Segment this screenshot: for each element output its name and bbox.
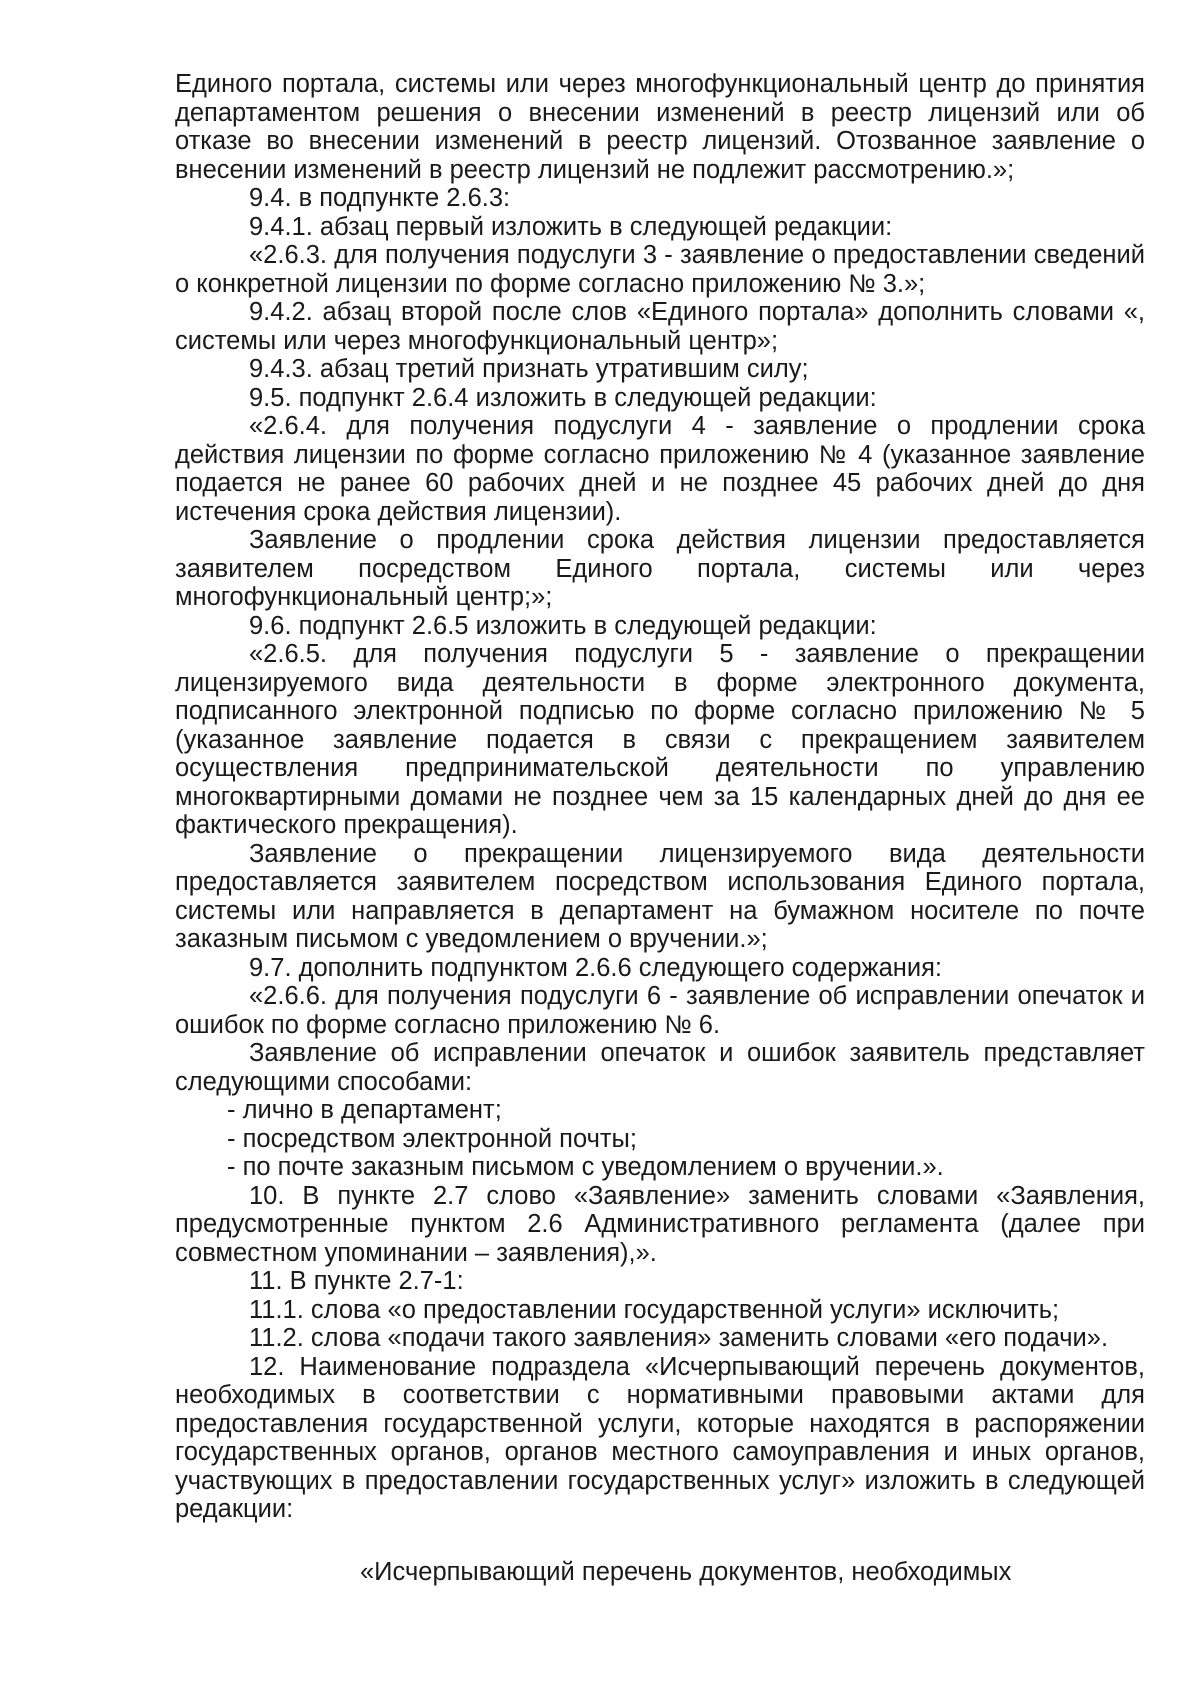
paragraph-9-4-2: 9.4.2. абзац второй после слов «Единого портала» дополнить словами «, системы или через многофункциональный центр»;: [175, 298, 1145, 355]
paragraph-2-6-3-quote: «2.6.3. для получения подуслуги 3 - заявление о предоставлении сведений о конкретной лицензии по форме согласно приложению № 3.»;: [175, 241, 1145, 298]
list-item-mail: - по почте заказным письмом с уведомлением о вручении.».: [227, 1153, 944, 1181]
paragraph-continuation: Единого портала, системы или через многофункциональный центр до принятия департаментом решения о внесении изменений в реестр лицензий или об отказе во внесении изменений в реестр лицензий. Отозванное заявление о внесении изменений в реестр лицензий не подлежит рассмотрению.»;: [175, 70, 1145, 184]
paragraph-11-1: 11.1. слова «о предоставлении государственной услуги» исключить;: [249, 1295, 1060, 1324]
list-item-in-person: - лично в департамент;: [227, 1096, 502, 1124]
paragraph-correction-statement: Заявление об исправлении опечаток и ошибок заявитель представляет следующими способами:: [175, 1039, 1145, 1096]
paragraph-12: 12. Наименование подраздела «Исчерпывающий перечень документов, необходимых в соответствии с нормативными правовыми актами для предоставления государственной услуги, которые находятся в распоряжении государственных органов, органов местного самоуправления и иных органов, участвующих в предоставлении государственных услуг» изложить в следующей редакции:: [175, 1352, 1145, 1523]
paragraph-9-4-3: 9.4.3. абзац третий признать утратившим силу;: [249, 355, 809, 383]
document-page: [175, 70, 1145, 1586]
paragraph-11: 11. В пункте 2.7-1:: [249, 1267, 464, 1295]
paragraph-9-5: 9.5. подпункт 2.6.4 изложить в следующей редакции:: [249, 383, 877, 412]
paragraph-2-6-6-quote: «2.6.6. для получения подуслуги 6 - заявление об исправлении опечаток и ошибок по форме согласно приложению № 6.: [175, 982, 1145, 1039]
list-item-email: - посредством электронной почты;: [227, 1124, 637, 1153]
paragraph-2-6-5-quote: «2.6.5. для получения подуслуги 5 - заявление о прекращении лицензируемого вида деятельности в форме электронного документа, подписанного электронной подписью по форме согласно приложению № 5 (указанное заявление подается в связи с прекращением заявителем осуществления предпринимательской деятельности по управлению многоквартирными домами не позднее чем за 15 календарных дней до дня ее фактического прекращения).: [175, 640, 1145, 839]
subsection-heading-line: «Исчерпывающий перечень документов, необходимых: [360, 1557, 1012, 1586]
paragraph-9-6: 9.6. подпункт 2.6.5 изложить в следующей редакции:: [249, 611, 877, 640]
paragraph-9-4-1: 9.4.1. абзац первый изложить в следующей редакции:: [249, 212, 893, 241]
paragraph-renewal-statement: Заявление о продлении срока действия лицензии предоставляется заявителем посредством Единого портала, системы или через многофункциональный центр;»;: [175, 526, 1145, 611]
paragraph-2-6-4-quote: «2.6.4. для получения подуслуги 4 - заявление о продлении срока действия лицензии по форме согласно приложению № 4 (указанное заявление подается не ранее 60 рабочих дней и не позднее 45 рабочих дней до дня истечения срока действия лицензии).: [175, 412, 1145, 526]
paragraph-10: 10. В пункте 2.7 слово «Заявление» заменить словами «Заявления, предусмотренные пунктом 2.6 Административного регламента (далее при совместном упоминании – заявления),».: [175, 1181, 1145, 1267]
paragraph-9-7: 9.7. дополнить подпунктом 2.6.6 следующего содержания:: [249, 953, 942, 982]
paragraph-9-4: 9.4. в подпункте 2.6.3:: [249, 184, 511, 212]
paragraph-11-2: 11.2. слова «подачи такого заявления» заменить словами «его подачи».: [249, 1324, 1109, 1352]
paragraph-termination-statement: Заявление о прекращении лицензируемого вида деятельности предоставляется заявителем посредством использования Единого портала, системы или направляется в департамент на бумажном носителе по почте заказным письмом с уведомлением о вручении.»;: [175, 839, 1145, 953]
